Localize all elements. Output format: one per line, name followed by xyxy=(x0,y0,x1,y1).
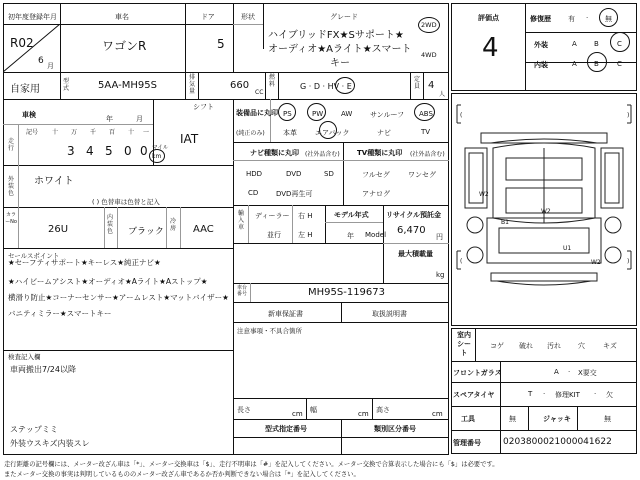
width-unit: cm xyxy=(358,410,369,418)
model-value: 5AA-MH95S xyxy=(98,80,157,91)
car-name: ワゴンR xyxy=(102,39,147,53)
model-year-unit: 年 xyxy=(347,232,354,240)
tools-label: 工具 xyxy=(461,415,475,423)
recycle-label: リサイクル預託金 xyxy=(386,211,442,219)
grade-label: グレード xyxy=(330,13,358,21)
repair-opt-yes: 有 xyxy=(568,15,575,23)
exterior-c: C xyxy=(617,40,622,48)
inspection-month: 月 xyxy=(136,115,143,123)
inspector-line-3: 外装ウスキズ内装スレ xyxy=(10,439,90,448)
length-unit: cm xyxy=(292,410,303,418)
room-item-4: キズ xyxy=(603,342,617,350)
navi-dvd: DVD xyxy=(286,170,302,178)
shift-label: シフト xyxy=(193,103,214,111)
repair-label: 修復歴 xyxy=(530,15,551,23)
capacity-label: 定員 xyxy=(413,76,420,90)
inspector-line-1: 車両搬出7/24以降 xyxy=(10,365,76,374)
equip-leather: 本革 xyxy=(283,129,297,137)
repair-no-circle xyxy=(599,8,618,27)
import-dealer: ディーラー xyxy=(255,212,290,220)
color-no-value: 26U xyxy=(48,224,69,235)
mileage-label: 走行 xyxy=(7,138,14,152)
doors-label: ドア xyxy=(201,13,215,21)
equip-tv: TV xyxy=(421,128,431,136)
navi-sd: SD xyxy=(324,170,334,178)
reg-month: 6 xyxy=(38,56,44,66)
room-seat-label: 室内シート xyxy=(457,331,471,357)
width-label: 幅 xyxy=(310,406,317,414)
grade-line-3: キー xyxy=(330,58,350,69)
fuel-options: G · D · HV · E xyxy=(300,82,352,91)
tv-oneseg: ワンセグ xyxy=(408,171,436,179)
damage-mark: W2 xyxy=(479,191,489,198)
displacement-value: 660 xyxy=(230,80,250,91)
mileage-digit-0: 3 xyxy=(67,144,75,158)
glass-item-1: · xyxy=(568,368,571,376)
sales-point-line-1: ★セーフティサポート★キーレス★純正ナビ★ xyxy=(8,258,161,267)
room-item-0: コゲ xyxy=(490,342,504,350)
mileage-digit-3: 0 xyxy=(124,144,132,158)
notes-label: 注意事項・不具合箇所 xyxy=(237,327,302,335)
equip-ps: PS xyxy=(283,110,292,118)
equip-airbag-circle xyxy=(319,121,337,139)
footer-note-2: またメーター交換の事実は判明しているもののメーター改ざん車であるか否か判断できない場合は「*」を記入してください。 xyxy=(4,471,360,478)
equip-ps-circle xyxy=(278,103,296,121)
height-unit: cm xyxy=(432,410,443,418)
repair-dot: · xyxy=(586,14,589,22)
capacity-unit: 人 xyxy=(439,91,446,98)
mileage-digit-2: 5 xyxy=(105,144,113,158)
sales-point-line-2: ★ハイビームアシスト★オーディオ★Aライト★Aストップ★ xyxy=(8,277,208,286)
length-label: 長さ xyxy=(237,406,251,414)
equip-abs: ABS xyxy=(419,110,433,118)
interior-a: A xyxy=(572,60,577,68)
mileage-digit-label-5: 十 xyxy=(128,129,135,136)
sales-point-line-3: 横滑り防止★コーナーセンサー★アームレスト★マットバイザー★ xyxy=(8,293,229,302)
inspection-year: 年 xyxy=(106,115,113,123)
equipment-sublabel: (純正のみ) xyxy=(236,130,265,137)
manual-label: 取扱説明書 xyxy=(372,310,407,318)
navi-note: (社外品含む) xyxy=(305,151,340,158)
doors-value: 5 xyxy=(217,37,225,51)
room-item-3: 穴 xyxy=(578,342,585,350)
inspector-label: 検査記入欄 xyxy=(8,353,41,361)
exterior-label: 外装 xyxy=(534,41,548,49)
mileage-unit-mile: マイル xyxy=(152,145,169,151)
repair-opt-no: 無 xyxy=(605,15,612,23)
sales-point-line-4: バニティミラー★スマートキー xyxy=(8,309,112,318)
interior-b-circle xyxy=(587,52,607,72)
tv-fullseg: フルセグ xyxy=(362,171,390,179)
sales-point-label: セールスポイント xyxy=(8,252,60,260)
mileage-digit-4: 0 xyxy=(140,144,148,158)
interior-color-value: ブラック xyxy=(128,227,164,237)
damage-mark: U1 xyxy=(563,245,572,252)
diagram-bracket-tl: ( xyxy=(460,112,463,119)
grade-line-1: ハイブリッドFX★Sサポート★ xyxy=(268,30,404,41)
equip-navi: ナビ xyxy=(377,129,391,137)
recycle-value: 6,470 xyxy=(397,225,426,236)
tv-title: TV種類に丸印 xyxy=(357,149,403,157)
height-label: 高さ xyxy=(376,406,390,414)
equip-sunroof: サンルーフ xyxy=(370,111,405,119)
glass-item-0: A xyxy=(554,368,559,376)
car-name-label: 車名 xyxy=(115,13,129,21)
tools-value: 無 xyxy=(509,415,516,423)
room-item-2: 汚れ xyxy=(547,342,561,350)
fuel-hv-circle xyxy=(335,77,355,94)
exterior-a: A xyxy=(572,40,577,48)
glass-label: フロントガラス xyxy=(453,369,502,377)
tv-analog: アナログ xyxy=(362,190,390,198)
class-no-label: 類別区分番号 xyxy=(374,425,416,433)
equip-abs-circle xyxy=(414,103,435,121)
mgmt-label: 管理番号 xyxy=(453,439,481,447)
max-load-unit: kg xyxy=(436,271,445,279)
reg-year-label: 初年度登録年月 xyxy=(8,13,57,21)
interior-color-label: 内装色 xyxy=(106,214,113,235)
damage-mark: B1 xyxy=(501,219,509,226)
shift-value: IAT xyxy=(180,132,199,146)
spare-item-1: · xyxy=(543,390,546,398)
jack-value: 無 xyxy=(604,415,611,423)
interior-c: C xyxy=(617,60,622,68)
tv-note: (社外品含む) xyxy=(410,151,445,158)
mileage-digit-label-2: 万 xyxy=(71,129,78,136)
mileage-digit-label-1: 十 xyxy=(52,129,59,136)
color-label: 外装色 xyxy=(7,176,14,197)
room-item-1: 破れ xyxy=(519,342,533,350)
type-spec-label: 型式指定番号 xyxy=(265,425,307,433)
mileage-digit-label-0: 記号 xyxy=(26,129,39,136)
glass-item-2: X要交 xyxy=(578,369,597,377)
footer-note-1: 走行距離の記号欄には、メーター改ざん車は「*」、メーター交換車は「$」、走行不明車は「#」を記入してください。メーター交換で合算表示した場合にも「$」は必要です。 xyxy=(4,461,499,468)
max-load-label: 最大積載量 xyxy=(398,250,433,258)
drive-2wd: 2WD xyxy=(421,21,437,29)
chassis-label: 車台番号 xyxy=(236,285,247,297)
exterior-c-circle xyxy=(610,32,630,52)
spare-item-0: T xyxy=(528,390,533,398)
exterior-b: B xyxy=(594,40,599,48)
navi-dvd-play: DVD再生可 xyxy=(276,190,313,198)
mileage-unit-km: km xyxy=(152,153,162,160)
spare-item-3: · xyxy=(594,390,597,398)
inspector-line-2: ステップミミ xyxy=(10,425,58,434)
equipment-label: 装備品に丸印 xyxy=(236,109,278,117)
cc-unit: CC xyxy=(255,89,264,96)
grade-score: 4 xyxy=(482,33,499,63)
fuel-label: 燃料 xyxy=(268,74,275,88)
car-damage-diagram xyxy=(451,93,637,326)
equip-aw: AW xyxy=(341,110,353,118)
diagram-bracket-tr: ) xyxy=(627,112,630,119)
warranty-label: 新車保証書 xyxy=(268,310,303,318)
model-label: 型式 xyxy=(62,78,69,92)
spare-item-4: 欠 xyxy=(606,391,613,399)
diagram-bracket-br: ) xyxy=(627,258,630,265)
model-year-label: モデル年式 xyxy=(334,211,369,219)
equip-airbag: エアバック xyxy=(315,129,350,137)
ac-value: AAC xyxy=(193,224,214,235)
navi-title: ナビ種類に丸印 xyxy=(250,149,299,157)
damage-mark: W2 xyxy=(591,259,601,266)
grade-score-label: 評価点 xyxy=(478,14,499,22)
interior-label: 内装 xyxy=(534,61,548,69)
mileage-digit-label-3: 千 xyxy=(90,129,97,136)
color-value: ホワイト xyxy=(34,176,74,187)
usage-value: 自家用 xyxy=(10,84,40,95)
jack-label: ジャッキ xyxy=(543,415,571,423)
equip-pw: PW xyxy=(312,110,324,118)
damage-mark: W2 xyxy=(541,208,551,215)
import-left: 左 H xyxy=(298,231,313,239)
diagram-bracket-bl: ( xyxy=(460,258,463,265)
mileage-digit-label-6: 一 xyxy=(143,129,150,136)
displacement-label: 排気量 xyxy=(188,74,195,95)
color-no-label: カラーNo xyxy=(5,212,17,225)
grade-line-2: オーディオ★Aライト★スマート xyxy=(268,44,412,55)
spare-label: スペアタイヤ xyxy=(453,391,495,399)
body-type-label: 形状 xyxy=(241,13,255,21)
mileage-digit-label-4: 百 xyxy=(109,129,116,136)
import-right: 右 H xyxy=(298,212,313,220)
drive-4wd: 4WD xyxy=(421,51,437,59)
model-year-model: Model xyxy=(365,231,387,239)
capacity-value: 4 xyxy=(428,80,435,91)
interior-b: B xyxy=(594,60,599,68)
inspection-label: 車検 xyxy=(22,111,36,119)
reg-month-unit: 月 xyxy=(47,62,54,70)
mgmt-value: 0203800021000041622 xyxy=(503,437,612,447)
reg-year-era: R02 xyxy=(10,36,34,50)
navi-hdd: HDD xyxy=(246,170,263,178)
mileage-digit-1: 4 xyxy=(86,144,94,158)
import-label: 輸入車 xyxy=(237,210,244,231)
recycle-yen: 円 xyxy=(436,233,443,241)
equip-pw-circle xyxy=(307,103,326,121)
color-note: ( ) 色替車は色替と記入 xyxy=(92,198,160,206)
spare-item-2: 修理KIT xyxy=(555,391,580,399)
navi-cd: CD xyxy=(248,189,259,197)
chassis-value: MH95S-119673 xyxy=(308,287,386,298)
ac-label: 冷房 xyxy=(169,218,176,232)
import-parallel: 並行 xyxy=(267,231,281,239)
